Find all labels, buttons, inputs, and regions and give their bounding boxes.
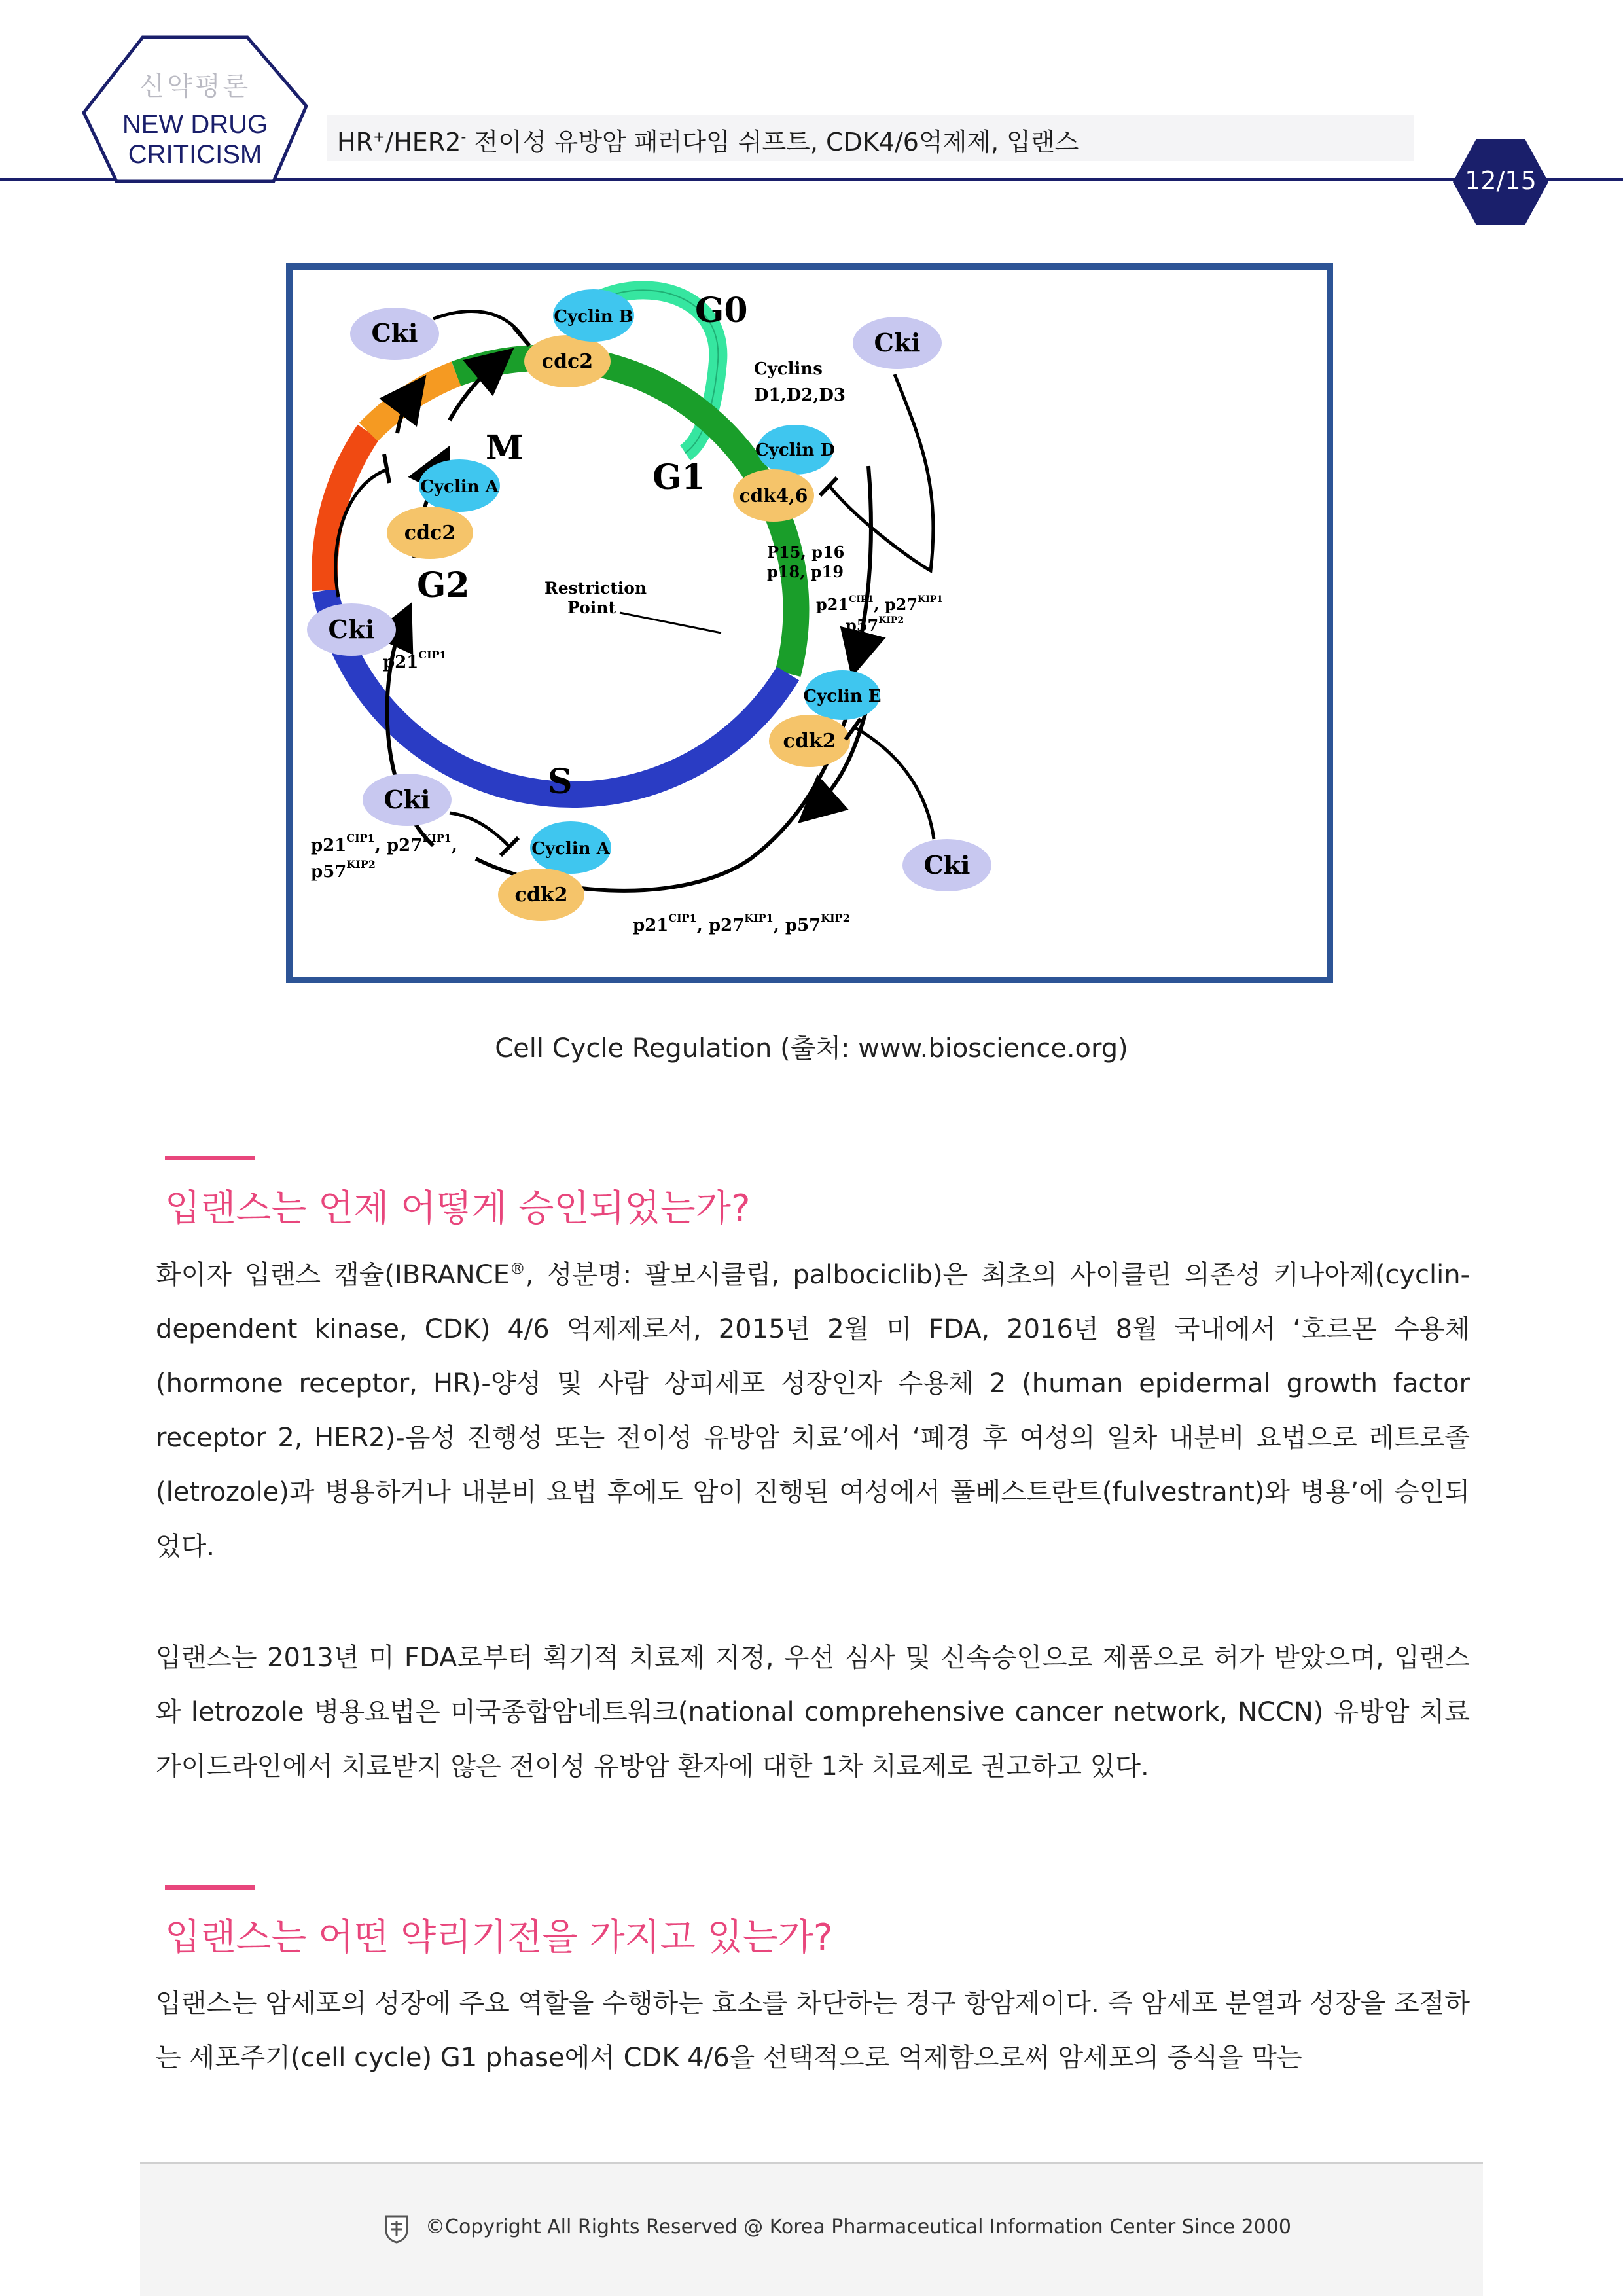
- inhibit-line-cyclina-bottom: [450, 813, 508, 846]
- figure-caption: Cell Cycle Regulation (출처: www.bioscience.org): [495, 1033, 1128, 1064]
- cyclin-b-label: Cyclin B: [554, 307, 633, 327]
- label-p21-left: $p21^{CIP1}$: [383, 649, 447, 672]
- cki-top-left-label: Cki: [371, 318, 418, 348]
- cdc2-a-label: cdc2: [404, 522, 456, 545]
- label-bottom-left-inhibitors1: $p21^{CIP1}$, $p27^{KIP1}$,: [311, 832, 457, 855]
- label-bottom-right-inhibitors: $p21^{CIP1}$, $p27^{KIP1}$, $p57^{KIP2}$: [633, 912, 850, 935]
- label-cyclins: Cyclins: [754, 359, 823, 379]
- section1-accent-bar: [165, 1156, 255, 1160]
- cyclin-d-label: Cyclin D: [755, 440, 835, 460]
- section2-paragraph1: 입랜스는 암세포의 성장에 주요 역할을 수행하는 효소를 차단하는 경구 항암제이다. 즉 암세포 분열과 성장을 조절하는 세포주기(cell cycle) G1 phase에서 CDK 4/6을 선택적으로 억제함으로써 암세포의 증식을 막는: [156, 1988, 1470, 2073]
- label-p15-p16: P15, p16: [767, 543, 845, 562]
- label-bottom-left-inhibitors2: $p57^{KIP2}$: [311, 858, 376, 882]
- cdc2-b-label: cdc2: [541, 350, 594, 373]
- cyclin-e-label: Cyclin E: [803, 687, 882, 706]
- cki-bottom-right-label: Cki: [923, 850, 971, 880]
- page-number: 12/15: [1465, 166, 1537, 195]
- restriction-point-line: [620, 613, 721, 633]
- section2-title: 입랜스는 어떤 약리기전을 가지고 있는가?: [165, 1916, 833, 1959]
- cyclin-a-bottom-label: Cyclin A: [531, 839, 610, 859]
- label-restriction: Restriction: [544, 579, 647, 598]
- section1-paragraph1: 화이자 입랜스 캡슐(IBRANCE®, 성분명: 팔보시클립, palbociclib)은 최초의 사이클린 의존성 키나아제(cyclin-dependent kinase, CDK) 4/6 억제제로서, 2015년 2월 미 FDA, 2016년 8월 국내에서 ‘호르몬 수용체(hormone receptor, HR)-양성 및 사람 상피세포 성장인자 수용체 2 (human epidermal growth factor receptor 2, HER2)-음성 진행성 또는 전이성 유방암 치료’에서 ‘폐경 후 여성의 일차 내분비 요법으로 레트로졸(letrozole)과 병용하거나 내분비 요법 후에도 암이 진행된 여성에서 풀베스트란트(fulvestrant)와 병용’에 승인되었다.: [156, 1259, 1470, 1562]
- cki-middle-left-label: Cki: [328, 615, 375, 644]
- section1-paragraph2: 입랜스는 2013년 미 FDA로부터 획기적 치료제 지정, 우선 심사 및 신속승인으로 제품으로 허가 받았으며, 입랜스와 letrozole 병용요법은 미국종합암네트워크(national comprehensive cancer network, NCCN) 유방암 치료 가이드라인에서 치료받지 않은 전이성 유방암 환자에 대한 1차 치료제로 권고하고 있다.: [156, 1643, 1470, 1782]
- label-point: Point: [567, 598, 616, 617]
- inhibit-bar-cyclinb: [514, 327, 529, 346]
- label-g1: G1: [652, 457, 705, 497]
- label-g0: G0: [695, 291, 748, 331]
- cki-top-right-label: Cki: [874, 328, 921, 357]
- cell-cycle-diagram: [293, 270, 1327, 977]
- label-p18-p19: p18, p19: [767, 562, 844, 581]
- section2-accent-bar: [165, 1885, 255, 1890]
- label-p21-p27-right: $p21^{CIP1}$, $p27^{KIP1}$: [816, 594, 944, 614]
- section1-title: 입랜스는 언제 어떻게 승인되었는가?: [165, 1187, 751, 1230]
- cdk2-bottom-label: cdk2: [514, 884, 568, 906]
- inhibit-bar-cyclina-top: [384, 454, 389, 483]
- logo-english-line2: CRITICISM: [128, 140, 262, 169]
- cyclin-a-top-label: Cyclin A: [420, 477, 499, 497]
- label-cyclins-d: D1,D2,D3: [754, 386, 846, 405]
- header-title: HR+/HER2- 전이성 유방암 패러다임 쉬프트, CDK4/6억제제, 입랜스: [337, 128, 1079, 156]
- cki-bottom-left-label: Cki: [383, 785, 431, 814]
- label-p57-right: $p57^{KIP2}$: [846, 615, 904, 635]
- shield-logo-icon: [383, 2215, 410, 2244]
- phase-m-arc: [368, 374, 456, 432]
- footer-copyright: ©Copyright All Rights Reserved @ Korea Pharmaceutical Information Center Since 2000: [425, 2215, 1291, 2238]
- logo-english-line1: NEW DRUG: [122, 110, 268, 139]
- label-s: S: [548, 762, 573, 802]
- inhibit-line-cyclinb: [433, 312, 522, 335]
- cdk2-e-label: cdk2: [783, 730, 836, 753]
- label-m: M: [486, 428, 524, 468]
- inhibit-line-cycline: [855, 728, 934, 839]
- logo-korean: 신약평론: [139, 71, 251, 101]
- phase-g1-arc: [456, 358, 796, 673]
- label-g2: G2: [417, 565, 470, 605]
- cdk46-label: cdk4,6: [739, 485, 808, 507]
